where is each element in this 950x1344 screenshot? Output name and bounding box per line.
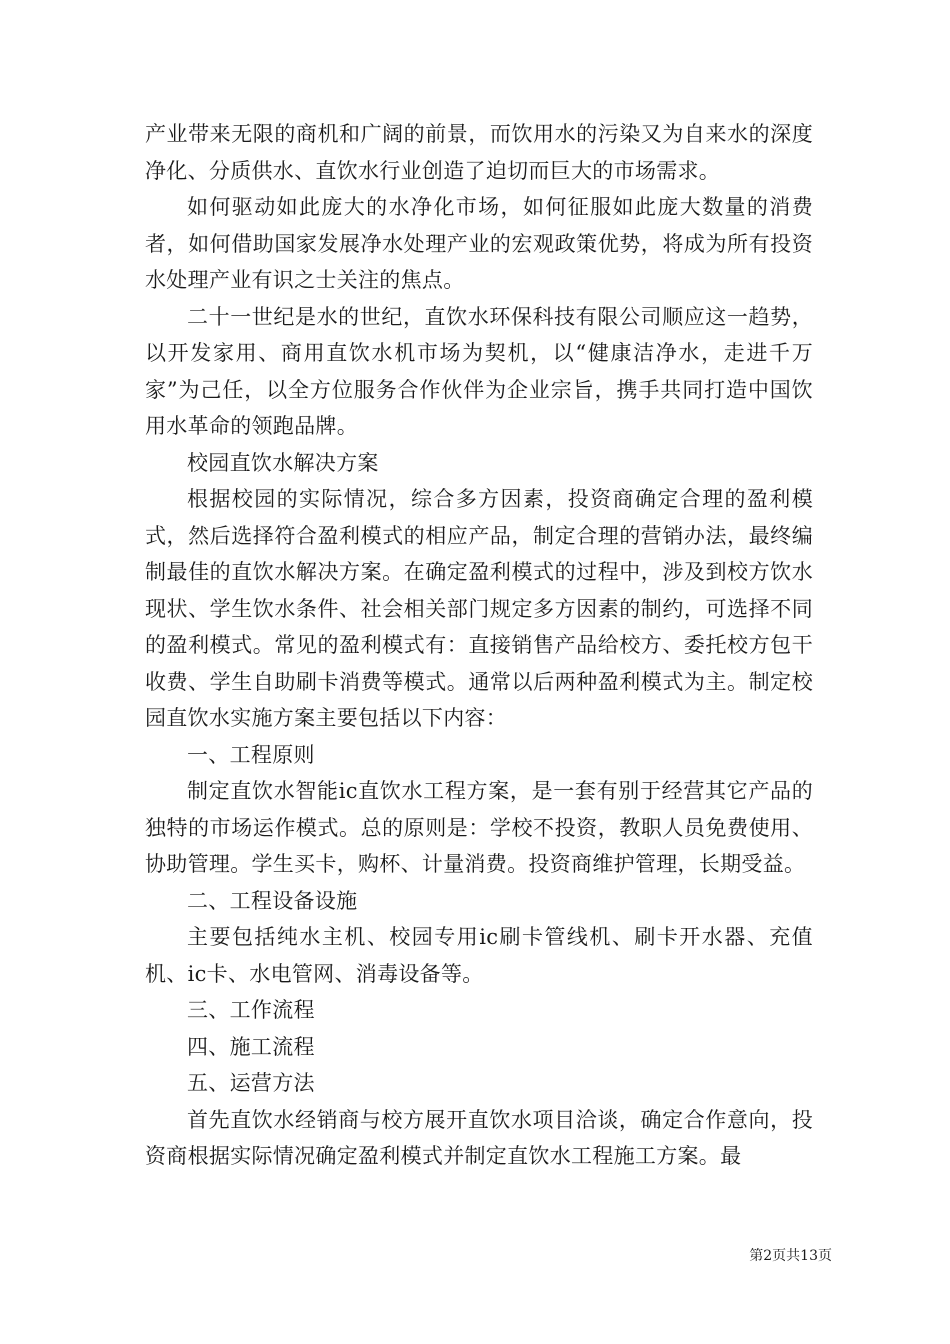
heading-equipment: 二、工程设备设施 bbox=[187, 888, 358, 913]
heading-construction-process: 四、施工流程 bbox=[187, 1034, 315, 1059]
paragraph-continuation: 产业带来无限的商机和广阔的前景，而饮用水的污染又为自来水的深度净化、分质供水、直饮水行业创造了迫切而巨大的市场需求。 bbox=[145, 122, 813, 183]
paragraph-project-principle: 制定直饮水智能ic直饮水工程方案，是一套有别于经营其它产品的独特的市场运作模式。总的原则是：学校不投资，教职人员免费使用、协助管理。学生买卡，购杯、计量消费。投资商维护管理，长期受益。 bbox=[145, 779, 813, 876]
paragraph-operation-method: 首先直饮水经销商与校方展开直饮水项目洽谈，确定合作意向，投资商根据实际情况确定盈利模式并制定直饮水工程施工方案。最 bbox=[145, 1107, 813, 1168]
heading-operation-method: 五、运营方法 bbox=[187, 1071, 315, 1095]
paragraph-market-question: 如何驱动如此庞大的水净化市场，如何征服如此庞大数量的消费者，如何借助国家发展净水处理产业的宏观政策优势，将成为所有投资水处理产业有识之士关注的焦点。 bbox=[145, 195, 813, 292]
heading-work-process: 三、工作流程 bbox=[187, 998, 315, 1022]
heading-project-principle: 一、工程原则 bbox=[187, 742, 315, 767]
paragraph-profit-model: 根据校园的实际情况，综合多方因素，投资商确定合理的盈利模式，然后选择符合盈利模式的相应产品，制定合理的营销办法，最终编制最佳的直饮水解决方案。在确定盈利模式的过程中，涉及到校方饮水现状、学生饮水条件、社会相关部门规定多方因素的制约，可选择不同的盈利模式。常见的盈利模式有：直接销售产品给校方、委托校方包干收费、学生自助刷卡消费等模式。通常以后两种盈利模式为主。制定校园直饮水实施方案主要包括以下内容： bbox=[145, 487, 813, 730]
page-number: 第2页共13页 bbox=[749, 1248, 832, 1264]
paragraph-equipment: 主要包括纯水主机、校园专用ic刷卡管线机、刷卡开水器、充值机、ic卡、水电管网、消毒设备等。 bbox=[145, 925, 813, 986]
document-body bbox=[145, 116, 813, 1175]
paragraph-company-intro: 二十一世纪是水的世纪，直饮水环保科技有限公司顺应这一趋势，以开发家用、商用直饮水机市场为契机，以“健康洁净水，走进千万家”为己任，以全方位服务合作伙伴为企业宗旨，携手共同打造中国饮用水革命的领跑品牌。 bbox=[145, 304, 813, 438]
section-title-campus-solution: 校园直饮水解决方案 bbox=[187, 450, 379, 475]
